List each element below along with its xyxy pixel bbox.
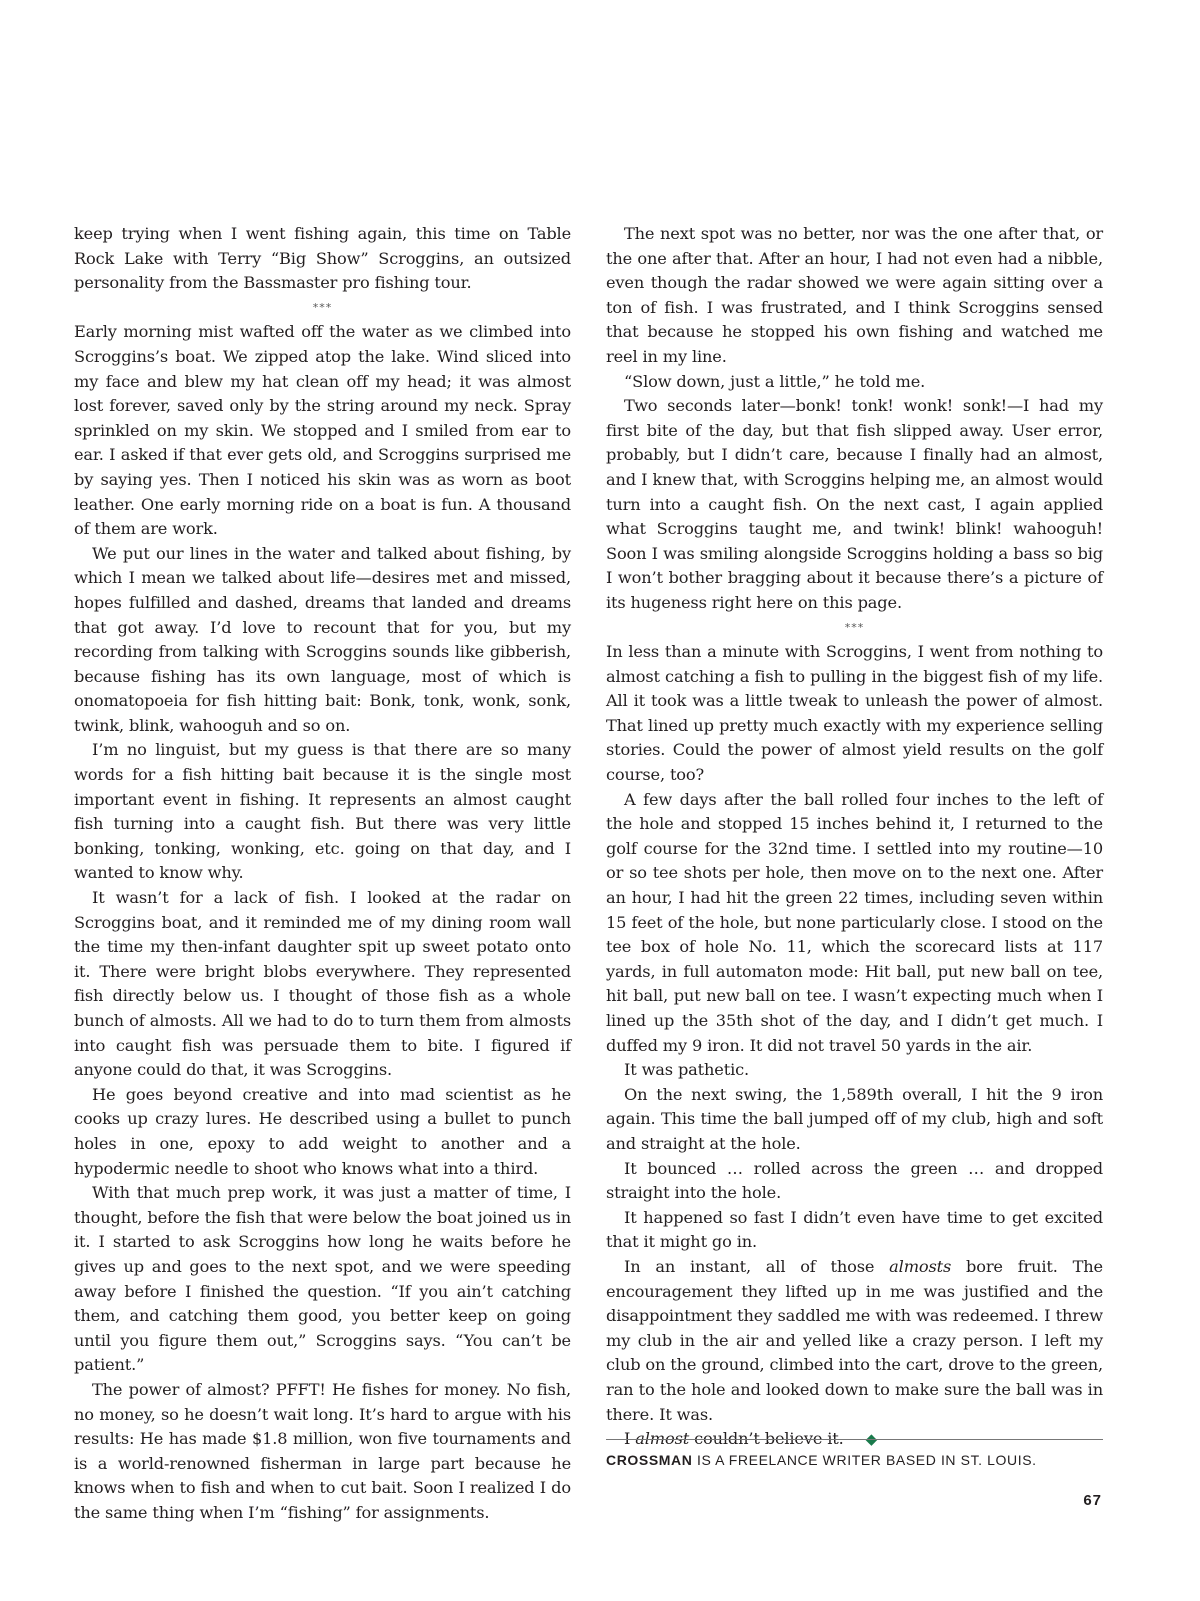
author-bio-text: IS A FREELANCE WRITER BASED IN ST. LOUIS.: [692, 1452, 1037, 1468]
text-run: bore fruit. The encouragement they lifted up in me was justified and the disappointment they saddled me with was redeemed. I threw my club in the air and yelled like a crazy person. I left my club on the ground, climbed into the cart, drove to the green, ran to the hole and looked down to make sure the ball was in there. It was.: [606, 1256, 1103, 1424]
paragraph: It was pathetic.: [624, 1060, 750, 1080]
paragraph: It bounced … rolled across the green … and dropped straight into the hole.: [606, 1158, 1103, 1203]
paragraph: “Slow down, just a little,” he told me.: [624, 371, 926, 391]
end-mark-icon: ◆: [865, 1430, 878, 1449]
text-run: couldn’t believe it.: [689, 1429, 844, 1449]
emphasis-text: almost: [635, 1429, 690, 1449]
right-column: [606, 222, 1103, 1452]
paragraph: He goes beyond creative and into mad scientist as he cooks up crazy lures. He described using a bullet to punch holes in one, epoxy to add weight to another and a hypodermic needle to shoot who knows what into a third.: [74, 1084, 571, 1178]
paragraph: It wasn’t for a lack of fish. I looked at the radar on Scroggins boat, and it reminded me of my dining room wall the time my then-infant daughter spit up sweet potato onto it. There were bright blobs everywhere. They represented fish directly below us. I thought of those fish as a whole bunch of almosts. All we had to do to turn them from almosts into caught fish was persuade them to bite. I figured if anyone could do that, it was Scroggins.: [74, 888, 571, 1080]
page-number: 67: [1083, 1492, 1102, 1509]
author-name: CROSSMAN: [606, 1452, 693, 1468]
paragraph: Two seconds later—bonk! tonk! wonk! sonk!—I had my first bite of the day, but that fish slipped away. User error, probably, but I didn’t care, because I finally had an almost, and I knew that, with Scroggins helping me, an almost would turn into a caught fish. On the next cast, I again applied what Scroggins taught me, and twink! blink! wahooguh! Soon I was smiling alongside Scroggins holding a bass so big I won’t bother bragging about it because there’s a picture of its hugeness right here on this page.: [606, 396, 1103, 612]
paragraph: A few days after the ball rolled four inches to the left of the hole and stopped 15 inches behind it, I returned to the golf course for the 32nd time. I settled into my routine—10 or so tee shots per hole, then move on to the next one. After an hour, I had hit the green 22 times, including seven within 15 feet of the hole, but none particularly close. I stood on the tee box of hole No. 11, which the scorecard lists at 117 yards, in full automaton mode: Hit ball, put new ball on tee, hit ball, put new ball on tee. I wasn’t expecting much when I lined up the 35th shot of the day, and I didn’t get much. I duffed my 9 iron. It did not travel 50 yards in the air.: [606, 789, 1103, 1055]
left-column: [74, 222, 571, 1525]
text-run: I: [624, 1429, 636, 1449]
paragraph: keep trying when I went fishing again, this time on Table Rock Lake with Terry “Big Show” Scroggins, an outsized personality from the Bassmaster pro fishing tour.: [74, 224, 571, 293]
paragraph: I’m no linguist, but my guess is that there are so many words for a fish hitting bait because it is the single most important event in fishing. It represents an almost caught fish turning into a caught fish. But there was very little bonking, tonking, wonking, etc. going on that day, and I wanted to know why.: [74, 740, 571, 883]
paragraph: The power of almost? PFFT! He fishes for money. No fish, no money, so he doesn’t wait long. It’s hard to argue with his results: He has made $1.8 million, won five tournaments and is a world-renowned fisherman in large part because he knows when to fish and when to cut bait. Soon I realized I do the same thing when I’m “fishing” for assignments.: [74, 1379, 571, 1522]
paragraph: In less than a minute with Scroggins, I went from nothing to almost catching a fish to pulling in the biggest fish of my life. All it took was a little tweak to unleash the power of almost. That lined up pretty much exactly with my experience selling stories. Could the power of almost yield results on the golf course, too?: [606, 642, 1103, 785]
bio-divider-rule: [606, 1439, 1103, 1440]
text-run: In an instant, all of those: [624, 1256, 890, 1276]
section-divider: ***: [844, 620, 865, 634]
paragraph: With that much prep work, it was just a matter of time, I thought, before the fish that were below the boat joined us in it. I started to ask Scroggins how long he waits before he gives up and goes to the next spot, and we were speeding away before I finished the question. “If you ain’t catching them, and catching them good, you better keep on going until you figure them out,” Scroggins says. “You can’t be patient.”: [74, 1183, 571, 1375]
paragraph: [606, 1255, 1103, 1427]
paragraph: On the next swing, the 1,589th overall, I hit the 9 iron again. This time the ball jumped off of my club, high and soft and straight at the hole.: [606, 1084, 1103, 1153]
section-divider: ***: [312, 300, 333, 314]
author-bio: [606, 1450, 1103, 1470]
paragraph: It happened so fast I didn’t even have time to get excited that it might go in.: [606, 1207, 1103, 1252]
paragraph: Early morning mist wafted off the water as we climbed into Scroggins’s boat. We zipped atop the lake. Wind sliced into my face and blew my hat clean off my head; it was almost lost forever, saved only by the string around my neck. Spray sprinkled on my skin. We stopped and I smiled from ear to ear. I asked if that ever gets old, and Scroggins surprised me by saying yes. Then I noticed his skin was as worn as boot leather. One early morning ride on a boat is fun. A thousand of them are work.: [74, 322, 571, 539]
paragraph: We put our lines in the water and talked about fishing, by which I mean we talked about life—desires met and missed, hopes fulfilled and dashed, dreams that landed and dreams that got away. I’d love to recount that for you, but my recording from talking with Scroggins sounds like gibberish, because fishing has its own language, most of which is onomatopoeia for fish hitting bait: Bonk, tonk, wonk, sonk, twink, blink, wahooguh and so on.: [74, 543, 571, 735]
paragraph: The next spot was no better, nor was the one after that, or the one after that. After an hour, I had not even had a nibble, even though the radar showed we were again sitting over a ton of fish. I was frustrated, and I think Scroggins sensed that because he stopped his own fishing and watched me reel in my line.: [606, 224, 1103, 366]
emphasis-text: almosts: [889, 1256, 952, 1276]
